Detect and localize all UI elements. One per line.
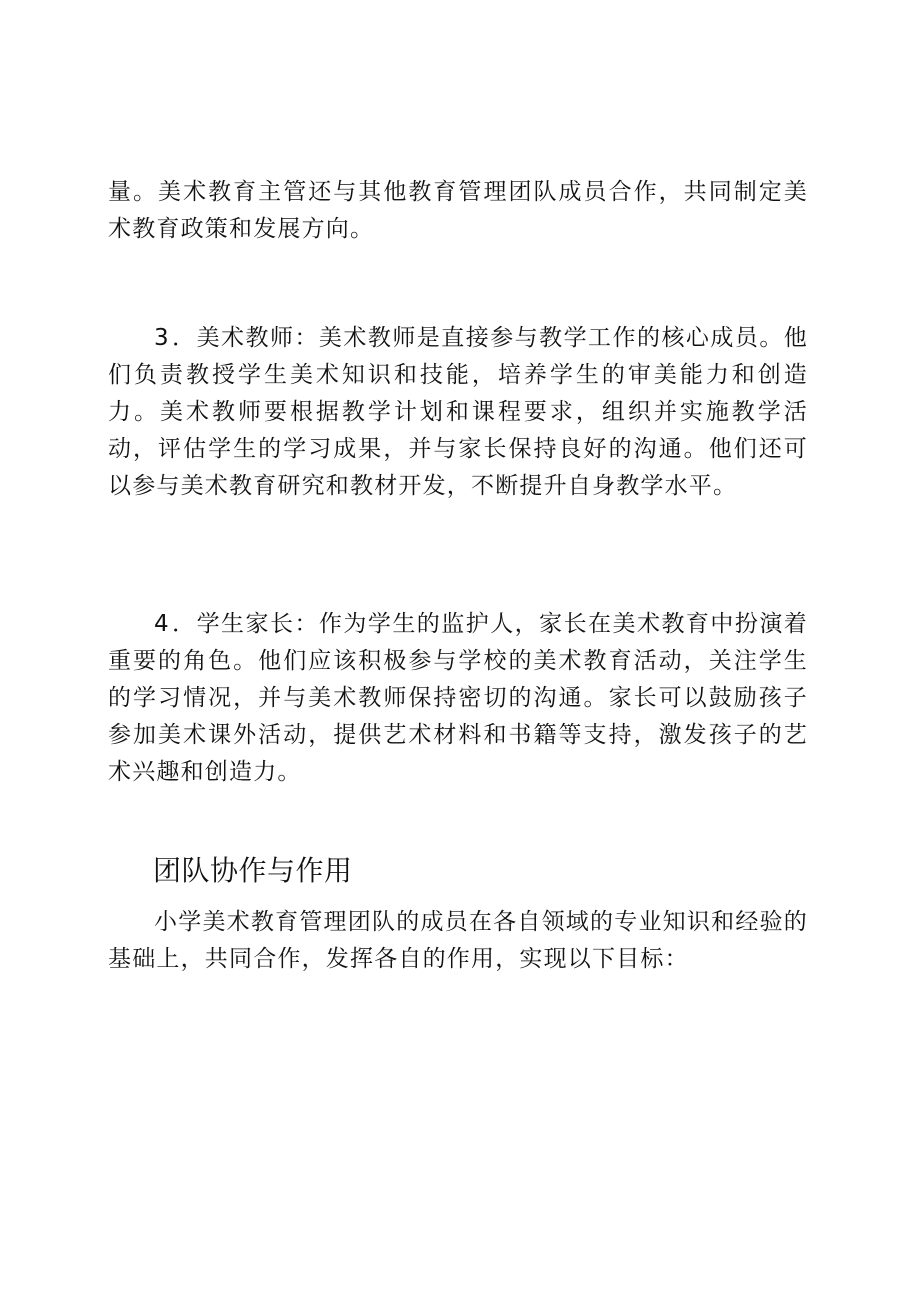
item-3-text: ．美术教师：美术教师是直接参与教学工作的核心成员。他们负责教授学生美术知识和技能，培养学生的审美能力和创造力。美术教师要根据教学计划和课程要求，组织并实施教学活动，评估学生的学习成果，并与家长保持良好的沟通。他们还可以参与美术教育研究和教材开发，不断提升自身教学水平。 xyxy=(108,325,808,499)
item-3-number: 3 xyxy=(154,325,170,351)
item-4-number: 4 xyxy=(154,611,170,637)
paragraph-item-3 xyxy=(108,320,808,505)
section-heading: 团队协作与作用 xyxy=(153,854,353,887)
item-4-text: ．学生家长：作为学生的监护人，家长在美术教育中扮演着重要的角色。他们应该积极参与学校的美术教育活动，关注学生的学习情况，并与美术教师保持密切的沟通。家长可以鼓励孩子参加美术课外活动，提供艺术材料和书籍等支持，激发孩子的艺术兴趣和创造力。 xyxy=(108,611,808,785)
paragraph-continuation: 量。美术教育主管还与其他教育管理团队成员合作，共同制定美术教育政策和发展方向。 xyxy=(108,179,808,242)
paragraph-item-4 xyxy=(108,606,808,791)
section-intro-paragraph: 小学美术教育管理团队的成员在各自领域的专业知识和经验的基础上，共同合作，发挥各自的作用，实现以下目标： xyxy=(108,909,808,972)
